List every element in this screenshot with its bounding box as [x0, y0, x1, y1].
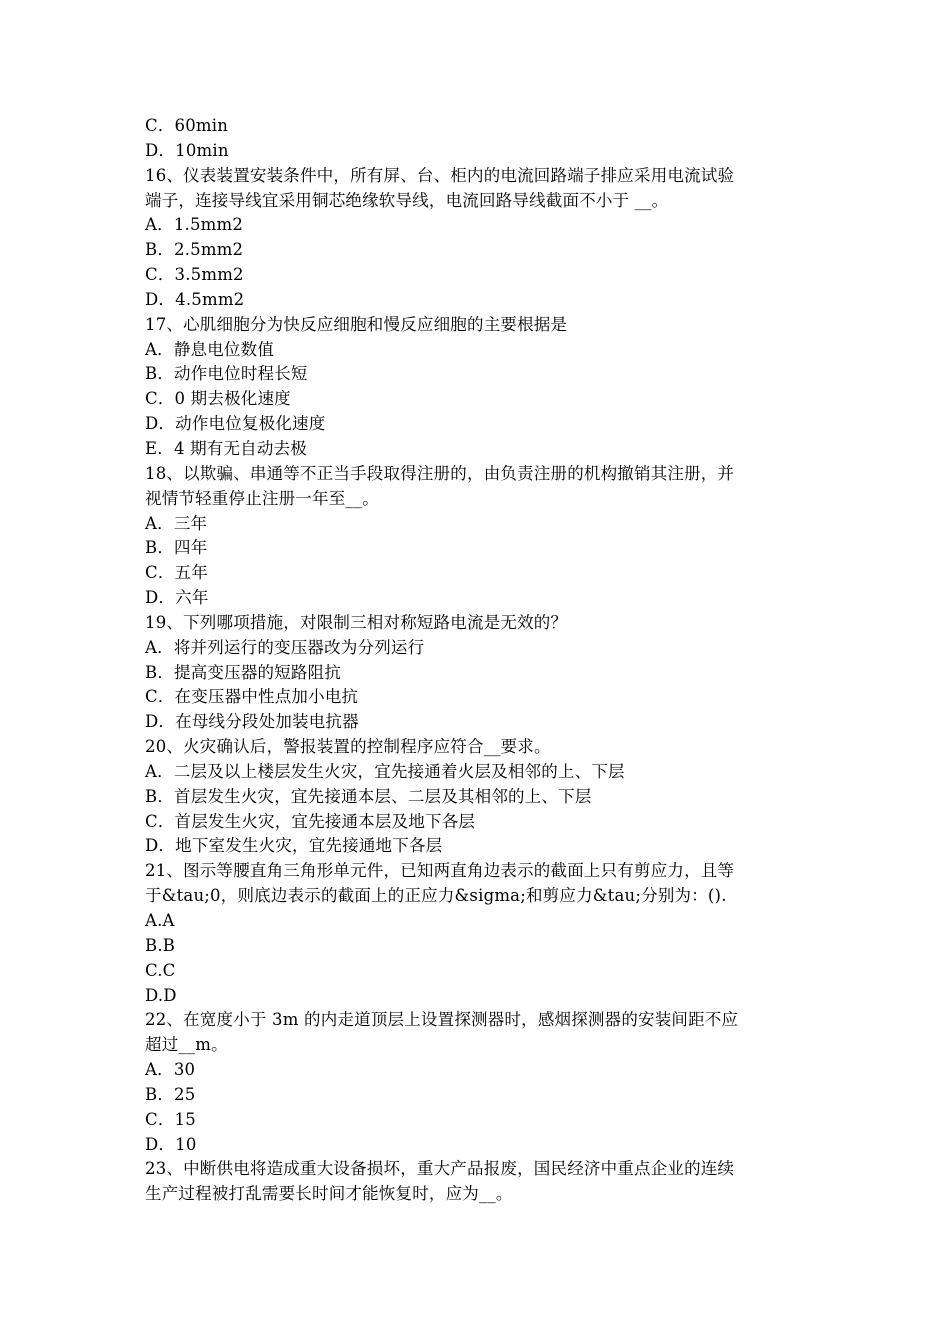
text-line: 视情节轻重停止注册一年至__。 [145, 488, 379, 508]
text-line: B.B [145, 935, 176, 955]
text-line: D．六年 [145, 588, 209, 608]
text-line: 生产过程被打乱需要长时间才能恢复时，应为__。 [145, 1184, 513, 1204]
text-line: C．15 [145, 1109, 196, 1129]
text-line: C．0 期去极化速度 [145, 389, 291, 409]
text-line: C．3.5mm2 [145, 265, 244, 285]
text-line: 16、仪表装置安装条件中，所有屏、台、柜内的电流回路端子排应采用电流试验 [145, 165, 735, 185]
text-line: 21、图示等腰直角三角形单元件，已知两直角边表示的截面上只有剪应力，且等 [145, 861, 735, 881]
text-line: D．地下室发生火灾，宜先接通地下各层 [145, 836, 443, 856]
text-line: D．10 [145, 1134, 197, 1154]
text-line: A．30 [145, 1060, 196, 1080]
text-line: B．2.5mm2 [145, 240, 244, 260]
text-line: B．动作电位时程长短 [145, 364, 308, 384]
text-line: 23、中断供电将造成重大设备损坏，重大产品报废，国民经济中重点企业的连续 [145, 1159, 735, 1179]
text-line: 于&tau;0，则底边表示的截面上的正应力&sigma;和剪应力&tau;分别为：(). [145, 886, 727, 906]
text-line: 19、下列哪项措施，对限制三相对称短路电流是无效的？ [145, 612, 568, 632]
text-line: D.D [145, 985, 177, 1005]
text-line: D．动作电位复极化速度 [145, 414, 326, 434]
text-line: C.C [145, 960, 176, 980]
text-line: 端子，连接导线宜采用铜芯绝缘软导线，电流回路导线截面不小于 __。 [145, 190, 669, 210]
text-line: 20、火灾确认后，警报装置的控制程序应符合__要求。 [145, 737, 551, 757]
text-line: D．10min [145, 140, 229, 160]
text-line: D．4.5mm2 [145, 289, 245, 309]
text-line: A．三年 [145, 513, 208, 533]
text-line: 17、心肌细胞分为快反应细胞和慢反应细胞的主要根据是 [145, 314, 568, 334]
text-line: C．在变压器中性点加小电抗 [145, 687, 359, 707]
text-line: 超过__m。 [145, 1035, 228, 1055]
text-line: B．25 [145, 1084, 196, 1104]
text-line: 18、以欺骗、串通等不正当手段取得注册的，由负责注册的机构撤销其注册，并 [145, 463, 735, 483]
text-line: A.A [145, 911, 175, 930]
text-line: A．1.5mm2 [145, 215, 244, 235]
text-line: C．五年 [145, 563, 208, 583]
text-line: C．首层发生火灾，宜先接通本层及地下各层 [145, 811, 476, 831]
text-line: 22、在宽度小于 3m 的内走道顶层上设置探测器时，感烟探测器的安装间距不应 [145, 1010, 739, 1030]
text-line: A．二层及以上楼层发生火灾，宜先接通着火层及相邻的上、下层 [145, 761, 625, 781]
text-line: A．将并列运行的变压器改为分列运行 [145, 637, 425, 657]
text-line: D．在母线分段处加装电抗器 [145, 712, 359, 732]
text-line: B．首层发生火灾，宜先接通本层、二层及其相邻的上、下层 [145, 786, 592, 806]
text-line: B．四年 [145, 538, 208, 558]
text-line: E．4 期有无自动去极 [145, 438, 307, 458]
text-line: A．静息电位数值 [145, 339, 275, 359]
document-body [145, 114, 813, 1207]
text-line: C．60min [145, 116, 229, 135]
text-line: B．提高变压器的短路阻抗 [145, 662, 342, 682]
